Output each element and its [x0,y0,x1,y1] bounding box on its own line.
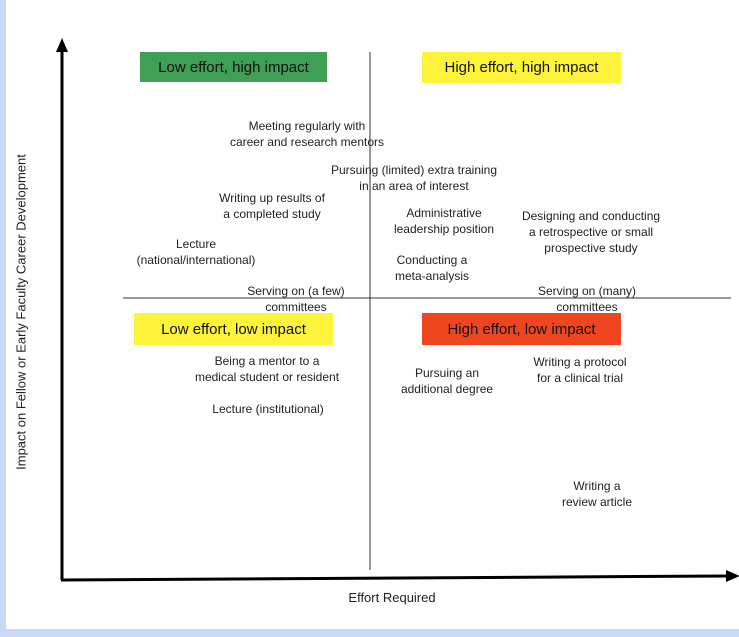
item-many-committees: Serving on (many) committees [537,284,637,314]
y-axis-arrowhead [56,38,68,52]
x-axis-arrowhead [726,570,739,582]
item-writing-results: Writing up results of a completed study [219,191,325,221]
item-lecture-institutional: Lecture (institutional) [212,402,324,416]
x-axis-line [61,576,728,580]
x-axis-label: Effort Required [348,590,436,605]
item-meta-analysis: Conducting a meta-analysis [394,253,470,283]
item-mentor-student: Being a mentor to a medical student or resident [194,354,340,384]
item-few-committees: Serving on (a few) committees [247,284,345,314]
item-administrative-position: Administrative leadership position [393,206,495,236]
item-meeting-mentors: Meeting regularly with career and research mentors [229,119,385,149]
item-additional-degree: Pursuing an additional degree [400,366,494,396]
quadrant-label-low-effort-high-impact: Low effort, high impact [140,52,327,82]
quadrant-label-low-effort-low-impact: Low effort, low impact [134,313,333,345]
item-retrospective-study: Designing and conducting a retrospective or small prospective study [521,209,661,255]
item-clinical-protocol: Writing a protocol for a clinical trial [533,355,627,385]
quadrant-label-high-effort-low-impact: High effort, low impact [422,313,621,345]
y-axis-label: Impact on Fellow or Early Faculty Career Development [13,154,29,470]
item-lecture-national: Lecture (national/international) [136,237,256,267]
item-review-article: Writing a review article [561,479,633,509]
item-extra-training: Pursuing (limited) extra training in an area of interest [330,163,498,193]
quadrant-label-high-effort-high-impact: High effort, high impact [422,52,621,83]
